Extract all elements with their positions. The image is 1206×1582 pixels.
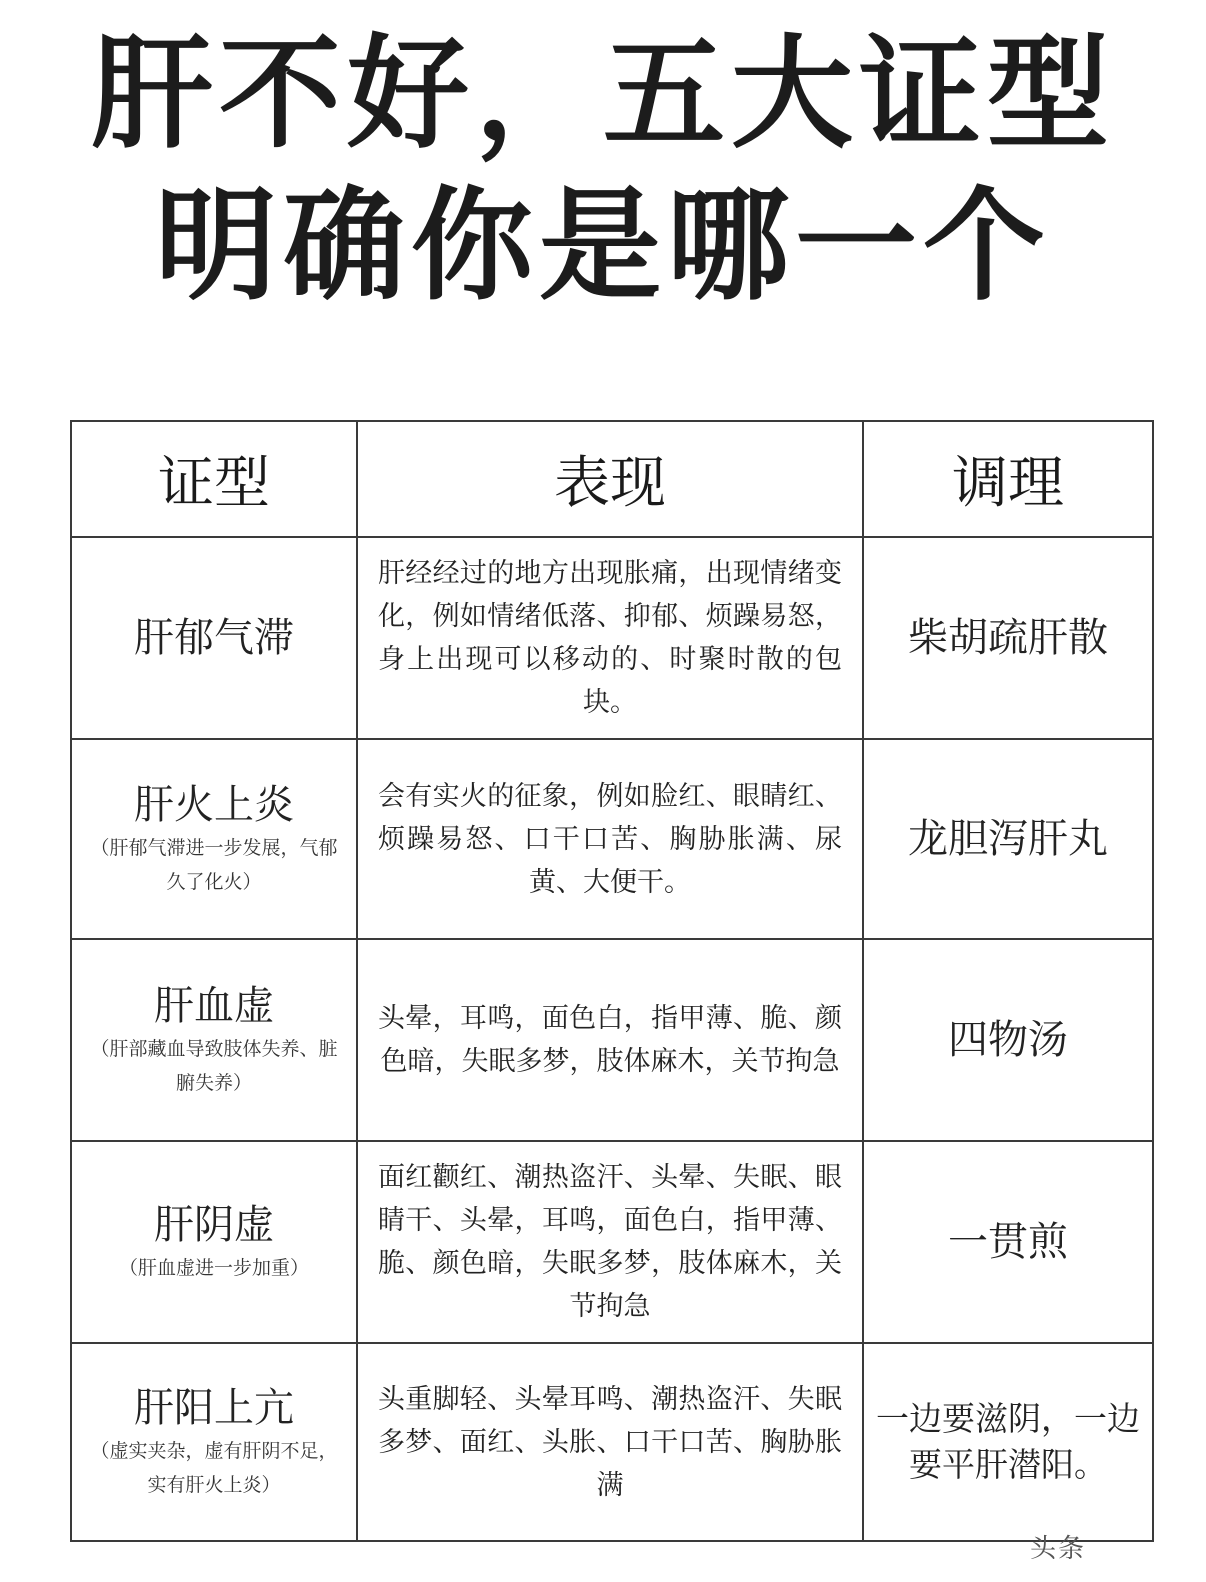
header-syndrome: 证型 — [71, 421, 357, 537]
header-treatment: 调理 — [863, 421, 1153, 537]
syndrome-cell — [71, 1141, 357, 1343]
syndrome-cell — [71, 739, 357, 939]
page-title — [0, 18, 1206, 322]
table-row — [71, 1343, 1153, 1541]
treatment-remedy: 柴胡疏肝散 — [863, 537, 1153, 739]
syndrome-cell — [71, 537, 357, 739]
title-line-2: 明确你是哪一个 — [155, 175, 1051, 317]
symptom-description: 头晕，耳鸣，面色白，指甲薄、脆、颜色暗，失眠多梦，肢体麻木，关节拘急 — [357, 939, 863, 1141]
syndrome-note: （虚实夹杂，虚有肝阴不足，实有肝火上炎） — [90, 1440, 338, 1496]
syndrome-name: 肝阳上亢 — [134, 1385, 294, 1431]
table-row — [71, 537, 1153, 739]
syndrome-name: 肝阴虚 — [154, 1202, 274, 1248]
header-symptoms: 表现 — [357, 421, 863, 537]
syndrome-note: （肝郁气滞进一步发展，气郁久了化火） — [90, 837, 338, 893]
syndrome-table — [70, 420, 1154, 1542]
table-row — [71, 1141, 1153, 1343]
watermark: 头条 — [1029, 1534, 1086, 1564]
syndrome-name: 肝血虚 — [154, 983, 274, 1029]
treatment-remedy: 龙胆泻肝丸 — [863, 739, 1153, 939]
symptom-description: 头重脚轻、头晕耳鸣、潮热盗汗、失眠多梦、面红、头胀、口干口苦、胸胁胀满 — [357, 1343, 863, 1541]
table-header-row — [71, 421, 1153, 537]
treatment-remedy: 四物汤 — [863, 939, 1153, 1141]
table-row — [71, 939, 1153, 1141]
syndrome-name: 肝郁气滞 — [134, 615, 294, 661]
symptom-description: 会有实火的征象，例如脸红、眼睛红、烦躁易怒、口干口苦、胸胁胀满、尿黄、大便干。 — [357, 739, 863, 939]
syndrome-note: （肝血虚进一步加重） — [118, 1257, 309, 1279]
syndrome-name: 肝火上炎 — [134, 782, 294, 828]
treatment-remedy: 一贯煎 — [863, 1141, 1153, 1343]
syndrome-cell — [71, 1343, 357, 1541]
syndrome-note: （肝部藏血导致肢体失养、脏腑失养） — [90, 1038, 338, 1094]
symptom-description: 面红颧红、潮热盗汗、头晕、失眠、眼睛干、头晕，耳鸣，面色白，指甲薄、脆、颜色暗，失眠多梦，肢体麻木，关节拘急 — [357, 1141, 863, 1343]
treatment-remedy: 一边要滋阴，一边要平肝潜阳。 — [863, 1343, 1153, 1541]
title-line-1: 肝不好，五大证型 — [91, 23, 1115, 165]
table-row — [71, 739, 1153, 939]
symptom-description: 肝经经过的地方出现胀痛，出现情绪变化，例如情绪低落、抑郁、烦躁易怒，身上出现可以移动的、时聚时散的包块。 — [357, 537, 863, 739]
syndrome-cell — [71, 939, 357, 1141]
